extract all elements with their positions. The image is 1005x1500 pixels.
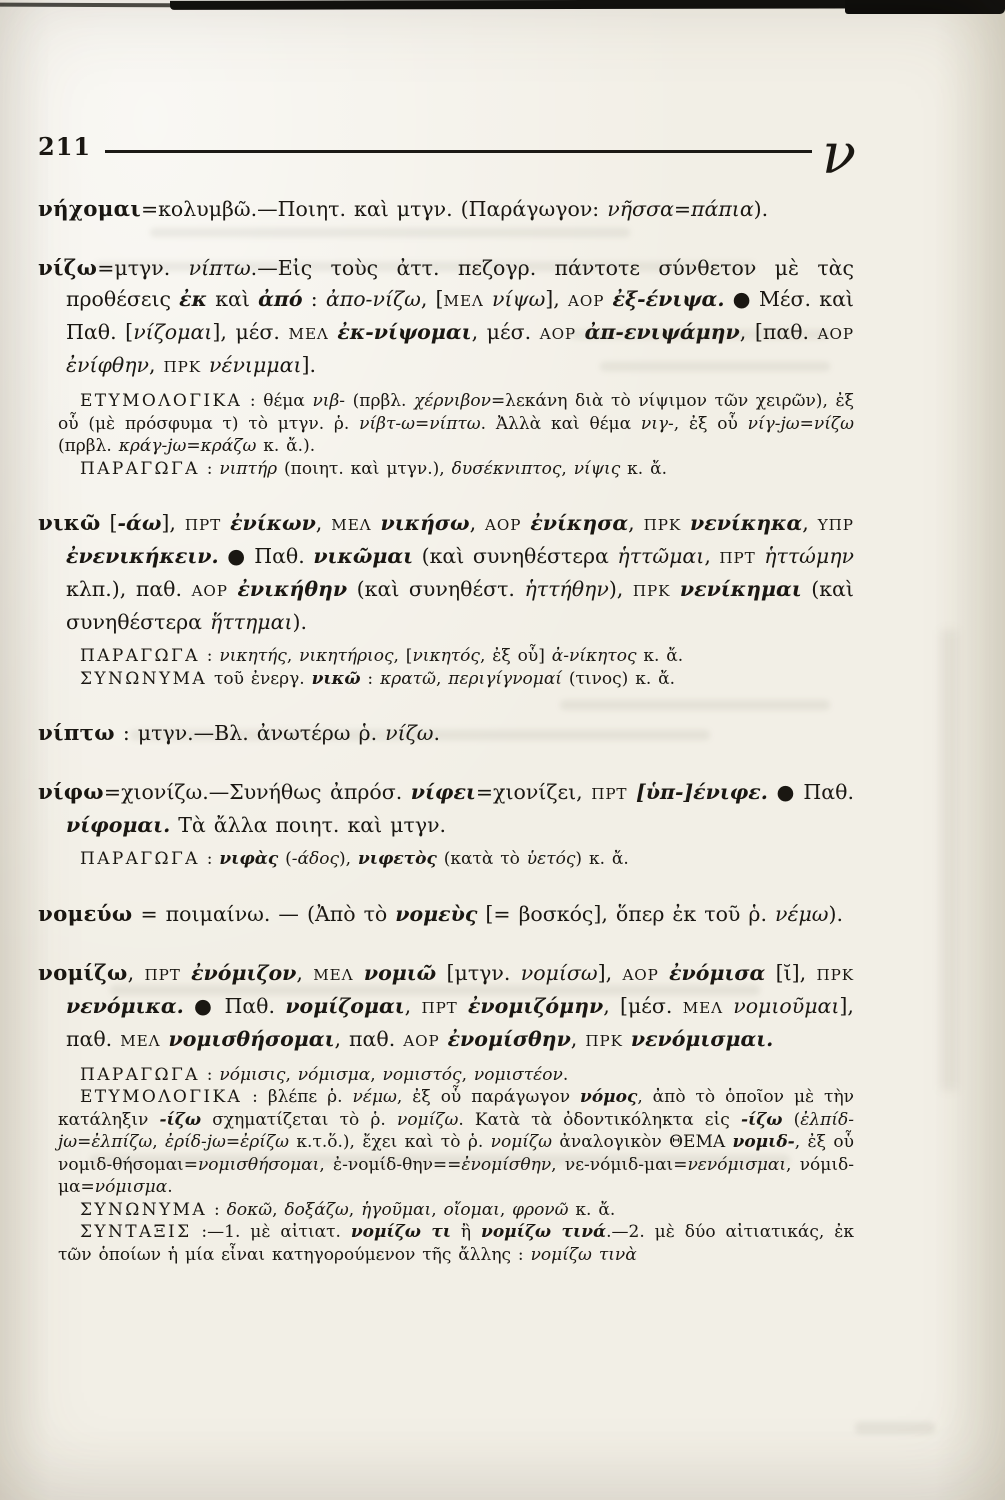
text-segment xyxy=(181,961,191,985)
text-segment: , xyxy=(561,458,574,479)
entry-subsection xyxy=(38,390,854,458)
text-segment: νομεὺς xyxy=(395,901,478,926)
text-segment: ), xyxy=(608,577,633,601)
text-segment: ΣΥΝΩΝΥΜΑ xyxy=(80,1199,208,1220)
text-segment: ΕΤΥΜΟΛΟΓΙΚΑ xyxy=(80,1087,243,1107)
text-segment: νιφὰς xyxy=(219,849,279,869)
text-segment: ΑΟΡ xyxy=(485,516,522,534)
text-segment: , ἐξ οὗ νομιδ-θήσομαι= xyxy=(58,1132,854,1175)
text-segment: νικήσω xyxy=(380,511,470,535)
text-segment: νόμισμα xyxy=(94,1177,168,1197)
text-segment xyxy=(756,544,765,568)
text-segment xyxy=(201,353,209,377)
text-segment: (καὶ συνηθέστ. xyxy=(347,577,525,601)
text-segment: , xyxy=(628,511,644,535)
text-segment: = xyxy=(799,413,814,434)
text-segment xyxy=(623,1027,631,1051)
text-segment: νομίζω xyxy=(490,1132,552,1152)
entry-subsection xyxy=(38,1086,854,1199)
text-segment: , xyxy=(370,1064,383,1085)
text-segment: = xyxy=(414,413,430,434)
text-segment: ΥΠΡ xyxy=(817,516,854,534)
text-segment: , xyxy=(152,1132,166,1152)
text-segment: νίπτω xyxy=(429,413,481,434)
text-segment: ἐκ xyxy=(179,287,207,311)
text-segment: , ἐξ οὗ] xyxy=(479,646,552,666)
text-segment: νίψις xyxy=(573,458,621,479)
text-segment: ). xyxy=(753,197,769,221)
text-segment: (καὶ συνηθέστερα xyxy=(413,544,618,568)
text-segment: ἀπ-ενιψάμην xyxy=(584,320,740,344)
text-segment: νιβ- xyxy=(312,391,346,411)
text-segment: , xyxy=(461,1064,474,1085)
page-header xyxy=(38,122,856,187)
text-segment: :—1. μὲ αἰτιατ. xyxy=(191,1222,351,1242)
text-segment: ) κ. ἄ. xyxy=(575,849,629,869)
text-segment: κ. ἄ.). xyxy=(256,436,316,456)
text-segment: νένιμμαι xyxy=(209,353,302,377)
dictionary-entry xyxy=(38,958,854,1267)
entry-text xyxy=(38,718,854,749)
text-segment: , xyxy=(296,960,314,985)
text-segment: ΜΕΛ xyxy=(443,292,484,310)
text-segment: (ποιητ. καὶ μτγν.), xyxy=(277,458,452,479)
text-segment xyxy=(160,1027,168,1051)
showthrough-smudge xyxy=(855,1422,935,1434)
text-segment: , ἀπὸ τὸ ὁποῖον μὲ τὴν κατάληξιν xyxy=(58,1087,854,1130)
text-segment: ΣΥΝΤΑΞΙΣ xyxy=(80,1222,192,1242)
entries xyxy=(38,194,854,1266)
text-segment: ΠΑΡΑΓΩΓΑ xyxy=(80,646,200,666)
text-segment: . xyxy=(562,1064,569,1085)
text-segment: -ίζω xyxy=(159,1109,202,1130)
text-segment: ΑΟΡ xyxy=(191,582,228,600)
text-segment: νομιστός xyxy=(382,1064,462,1085)
text-segment: νιφετὸς xyxy=(357,849,437,869)
text-segment: : xyxy=(199,458,220,479)
text-segment: ἡττώμην xyxy=(764,544,854,568)
text-segment: νόμος xyxy=(580,1087,638,1107)
entry-text xyxy=(38,958,854,1057)
text-segment: ΠΡΤ xyxy=(144,965,181,984)
text-segment: νικητός xyxy=(412,646,480,666)
text-segment: κράζω xyxy=(200,436,257,456)
text-segment: νομίζω xyxy=(38,960,128,986)
text-segment: ἐνενικήκειν. xyxy=(66,544,219,568)
text-segment: , xyxy=(286,646,300,666)
text-segment: κ. ἄ. xyxy=(636,646,684,666)
text-segment: = xyxy=(673,197,691,221)
text-segment: ΜΕΛ xyxy=(288,325,329,343)
text-segment: ). xyxy=(292,610,307,634)
text-segment: , xyxy=(499,1199,513,1220)
text-segment: ἀ-νίκητος xyxy=(551,646,637,666)
text-segment: νομίζω τι xyxy=(350,1222,451,1242)
text-segment: ἐνομιζόμην xyxy=(467,993,604,1018)
text-segment: , xyxy=(404,993,422,1018)
text-segment: οἴομαι xyxy=(443,1199,500,1220)
text-segment: ], xyxy=(545,287,569,311)
text-segment: ἐκ-νίψομαι xyxy=(337,320,472,344)
text-segment: νέμω xyxy=(352,1087,397,1107)
text-segment: ● Παθ. xyxy=(767,780,855,804)
text-segment: κράγ-jω xyxy=(118,436,187,456)
text-segment: .—Εἰς τοὺς ἀττ. πεζογρ. πάντοτε σύνθετον μὲ τὰς προθέσεις xyxy=(66,256,855,311)
text-segment: νῆσσα xyxy=(607,197,674,221)
text-segment: ΜΕΛ xyxy=(120,1031,161,1050)
text-segment: νομίζω τινὰ xyxy=(530,1244,637,1265)
text-segment xyxy=(221,511,230,535)
text-segment: νικῶμαι xyxy=(313,544,414,568)
text-segment: νίζω xyxy=(385,721,434,745)
text-segment: ἐλπίζω xyxy=(91,1132,153,1152)
text-segment: ( xyxy=(278,849,292,869)
scan-streak xyxy=(941,630,957,1090)
text-segment: ἀπο-νίζω xyxy=(325,287,421,311)
text-segment: ● Παθ. xyxy=(218,544,314,568)
text-segment: = xyxy=(77,1132,92,1152)
text-segment: ΠΡΚ xyxy=(643,516,682,534)
text-segment: , ἐξ οὗ παράγωγον xyxy=(396,1087,581,1107)
text-segment: ἐλπίδ-jω xyxy=(58,1109,854,1152)
text-segment: . Κατὰ τὰ ὀδοντικόληκτα εἰς xyxy=(458,1109,741,1130)
text-segment xyxy=(458,994,468,1018)
text-segment: ΠΡΤ xyxy=(421,998,458,1017)
text-segment: , ἐξ οὗ xyxy=(673,413,748,434)
text-segment: νομίζομαι xyxy=(285,993,405,1018)
text-segment: , ἐ-νομίδ-θην== xyxy=(319,1154,462,1175)
text-segment: -άδος xyxy=(291,849,339,869)
text-segment: κ.τ.ὅ.), ἔχει καὶ τὸ ῥ. xyxy=(289,1132,491,1152)
text-segment: , xyxy=(285,1064,298,1085)
text-segment: ● Μέσ. καὶ Παθ. [ xyxy=(66,287,854,344)
text-segment xyxy=(627,780,636,804)
header-rule xyxy=(105,150,812,153)
text-segment: , xyxy=(272,1199,285,1220)
text-segment: ἐνομίσθην xyxy=(461,1154,552,1175)
text-segment: ἐνόμισα xyxy=(669,960,766,985)
text-segment: νίπτω xyxy=(188,256,251,280)
text-segment: νίζω xyxy=(38,256,98,281)
text-segment: ], xyxy=(161,511,185,535)
text-segment: , xyxy=(570,1026,586,1051)
text-segment xyxy=(228,577,238,601)
text-segment: ἀπό xyxy=(258,287,303,311)
text-segment: καὶ xyxy=(207,287,259,311)
text-segment: νιπτήρ xyxy=(219,458,278,479)
text-segment: κλπ.), παθ. xyxy=(66,577,192,601)
text-segment: ἡττῶμαι xyxy=(617,544,705,568)
text-segment xyxy=(723,994,733,1018)
entry-subsection xyxy=(38,1199,854,1222)
entry-subsection xyxy=(38,1221,854,1266)
text-segment: ΕΤΥΜΟΛΟΓΙΚΑ xyxy=(80,391,243,411)
text-segment: δοκῶ xyxy=(226,1199,273,1220)
text-segment: νίζομαι xyxy=(133,320,213,344)
text-segment: ], παθ. xyxy=(66,993,854,1051)
text-segment: , νόμιδ-μα= xyxy=(58,1154,854,1197)
text-segment: ΠΡΚ xyxy=(163,358,201,376)
text-segment: , μέσ. xyxy=(471,320,540,344)
text-segment: ἡγοῦμαι xyxy=(361,1199,432,1220)
text-segment: ΜΕΛ xyxy=(313,965,354,984)
text-segment: ΠΑΡΑΓΩΓΑ xyxy=(80,458,200,479)
text-segment: νιγ- xyxy=(640,413,674,434)
text-segment: νίφομαι. xyxy=(66,813,171,837)
text-segment: = xyxy=(186,436,201,456)
text-segment: νήχομαι xyxy=(38,197,141,222)
text-segment: πάπια xyxy=(691,197,754,221)
text-segment: (καὶ συνηθέστερα xyxy=(66,577,854,634)
text-segment: . xyxy=(167,1177,173,1197)
text-segment xyxy=(354,961,364,985)
entry-subsection xyxy=(38,848,854,871)
text-segment: ἀναλογικὸν ΘΕΜΑ xyxy=(551,1132,733,1152)
text-segment: νομισθήσομαι xyxy=(168,1026,335,1051)
text-segment: νόμισις xyxy=(219,1064,286,1085)
text-segment: νίφω xyxy=(38,780,104,805)
text-segment: ἢ xyxy=(451,1222,482,1242)
text-segment: νομίζω τινά xyxy=(481,1222,607,1242)
dictionary-entry xyxy=(38,777,854,871)
text-segment: νέμω xyxy=(775,901,829,926)
text-segment: νίζω xyxy=(813,413,854,434)
text-segment: νικητήριος xyxy=(299,646,394,666)
text-segment: σχηματίζεται τὸ ῥ. xyxy=(201,1109,397,1130)
text-segment: , [ xyxy=(393,646,413,666)
text-segment: νενίκημαι xyxy=(679,577,802,601)
text-segment: νομίσω xyxy=(520,960,598,985)
text-segment: ΣΥΝΩΝΥΜΑ xyxy=(80,668,208,689)
text-segment: ], xyxy=(597,960,623,985)
text-segment: , xyxy=(704,544,720,568)
text-segment: ● Παθ. xyxy=(183,993,286,1018)
page-number: 211 xyxy=(38,131,92,161)
text-segment: νικητής xyxy=(219,646,287,666)
text-segment: νομισθήσομαι xyxy=(197,1154,320,1175)
text-segment: ΜΕΛ xyxy=(331,516,372,534)
entry-subsection xyxy=(38,645,854,668)
text-segment xyxy=(659,961,669,985)
text-segment: νικῶ xyxy=(38,511,101,536)
text-segment: =λεκάνη διὰ τὸ νίψιμον τῶν χειρῶν), ἐξ οὗ (μὲ πρόσφυμα τ) τὸ μτγν. ῥ. xyxy=(58,391,854,434)
text-segment: , [παθ. xyxy=(739,320,818,344)
text-segment: : xyxy=(199,1064,220,1085)
text-segment: ], μέσ. xyxy=(212,320,289,344)
text-segment: .—2. μὲ δύο αἰτιατικάς, ἐκ τῶν ὁποίων ἡ μία εἶναι κατηγορούμενον τῆς ἄλλης : xyxy=(58,1222,854,1265)
text-segment: , xyxy=(148,353,164,377)
text-segment: ). xyxy=(828,901,844,926)
text-segment: , [μέσ. xyxy=(603,993,683,1018)
text-segment: ]. xyxy=(301,353,317,377)
text-segment: νενόμισμαι xyxy=(687,1154,787,1175)
dictionary-entry xyxy=(38,899,854,930)
text-segment: : xyxy=(199,849,220,869)
text-segment: ΑΟΡ xyxy=(568,292,605,310)
text-segment: δυσέκνιπτος xyxy=(451,458,562,479)
dictionary-entry xyxy=(38,194,854,225)
text-segment: [= βοσκός], ὅπερ ἐκ τοῦ ῥ. xyxy=(477,901,775,926)
text-segment: (τινος) κ. ἄ. xyxy=(561,668,676,689)
text-segment: νίγ-jω xyxy=(747,413,800,434)
text-segment: ὑετός xyxy=(526,849,576,869)
text-segment: . Ἀλλὰ καὶ θέμα xyxy=(480,413,641,434)
text-segment: κ. ἄ. xyxy=(568,1199,616,1220)
text-segment: , xyxy=(469,511,486,535)
text-segment xyxy=(372,511,381,535)
text-segment: [ xyxy=(100,511,118,535)
text-segment: νομίζω xyxy=(396,1109,459,1130)
text-segment: [ὑπ-]ένιφε. xyxy=(636,780,768,804)
text-segment: περιγίγνομαί xyxy=(448,668,562,689)
text-segment: ἐνόμιζον xyxy=(191,960,297,985)
text-segment: νίψω xyxy=(492,287,546,311)
text-segment: κρατῶ xyxy=(380,668,436,689)
text-segment: νικῶ xyxy=(311,668,361,689)
entry-subsection xyxy=(38,1064,854,1087)
entry-text xyxy=(38,253,854,383)
text-segment: νενόμικα. xyxy=(66,993,184,1018)
text-segment: : xyxy=(360,668,381,689)
text-segment: Τὰ ἄλλα ποιητ. καὶ μτγν. xyxy=(170,813,447,837)
text-segment: ἐξ-ένιψα. xyxy=(612,287,725,311)
text-segment: νομιοῦμαι xyxy=(733,993,840,1018)
text-segment: (πρβλ. xyxy=(58,436,119,456)
text-segment: νόμισμα xyxy=(297,1064,371,1085)
text-segment: -ίζω xyxy=(740,1109,783,1130)
text-segment xyxy=(681,511,690,535)
dictionary-entry xyxy=(38,253,854,480)
entry-text xyxy=(38,508,854,638)
text-segment: , xyxy=(435,668,449,689)
text-segment: δοξάζω xyxy=(284,1199,349,1220)
text-segment: ( xyxy=(782,1109,801,1130)
text-segment: : xyxy=(207,1199,227,1220)
text-segment: ΑΟΡ xyxy=(622,965,659,984)
text-segment: ΠΡΤ xyxy=(591,785,628,803)
text-segment: = ποιμαίνω. — (Ἀπὸ τὸ xyxy=(132,901,396,926)
text-segment: νομιῶ xyxy=(363,960,437,985)
text-segment: , [ xyxy=(420,287,444,311)
text-segment: χέρνιβον xyxy=(414,391,491,411)
text-segment: ἐνίκησα xyxy=(530,511,629,535)
text-segment: ΠΡΚ xyxy=(816,965,854,984)
text-segment: : μτγν.—Βλ. ἀνωτέρω ῥ. xyxy=(114,721,386,745)
text-segment: [ῐ], xyxy=(765,960,817,985)
text-segment: (κατὰ τὸ xyxy=(436,849,527,869)
entry-text xyxy=(38,194,854,225)
text-segment: νίβτ-ω xyxy=(359,413,415,434)
text-segment: ΜΕΛ xyxy=(682,998,723,1017)
text-segment: , παθ. xyxy=(334,1026,404,1051)
text-segment: : βλέπε ῥ. xyxy=(242,1087,353,1107)
text-segment: τοῦ ἐνεργ. xyxy=(207,668,312,689)
text-segment: ΑΟΡ xyxy=(817,325,854,343)
entry-subsection xyxy=(38,458,854,481)
text-segment: νίπτω xyxy=(38,721,115,746)
text-segment: [μτγν. xyxy=(436,960,521,985)
text-segment: ΠΡΚ xyxy=(585,1031,623,1050)
section-letter: ν xyxy=(821,122,856,187)
entry-subsection xyxy=(38,668,854,691)
text-segment: , xyxy=(315,511,332,535)
text-segment: , xyxy=(348,1199,362,1220)
text-segment: ἥττημαι xyxy=(210,610,293,634)
text-segment: ΠΑΡΑΓΩΓΑ xyxy=(80,1064,200,1085)
text-segment: νίφει xyxy=(410,780,476,804)
text-segment: , νε-νόμιδ-μαι= xyxy=(551,1154,688,1175)
text-segment: = xyxy=(225,1132,241,1152)
text-segment: =χιονίζει, xyxy=(475,780,592,804)
text-segment: νομεύω xyxy=(38,901,133,927)
text-segment: , xyxy=(431,1199,444,1220)
text-segment: ἐνομίσθην xyxy=(447,1026,571,1051)
text-segment xyxy=(670,577,680,601)
text-segment: : θέμα xyxy=(242,391,313,411)
text-segment: ΑΟΡ xyxy=(403,1031,440,1050)
text-segment: ἐνικήθην xyxy=(237,577,348,601)
text-segment: ἐνίφθην xyxy=(66,353,149,377)
entry-text xyxy=(38,777,854,841)
text-segment: νενίκηκα xyxy=(690,511,803,535)
text-segment: κ. ἄ. xyxy=(620,458,667,479)
text-segment: νενόμισμαι. xyxy=(630,1026,774,1051)
text-segment: . xyxy=(433,721,440,745)
text-segment: =κολυμβῶ.—Ποιητ. καὶ μτγν. (Παράγωγον: xyxy=(140,197,608,221)
text-segment: νομιδ- xyxy=(732,1132,795,1152)
text-segment: ), xyxy=(338,849,358,869)
text-segment xyxy=(576,320,585,344)
text-segment: ἡττήθην xyxy=(524,577,609,601)
text-segment: ΑΟΡ xyxy=(539,325,577,343)
text-segment xyxy=(440,1027,448,1051)
text-segment: ἐρίδ-jω xyxy=(165,1132,226,1152)
text-segment: , xyxy=(127,960,145,985)
dictionary-entry xyxy=(38,718,854,749)
dictionary-entry xyxy=(38,508,854,690)
text-segment xyxy=(521,511,530,535)
text-segment: ΠΡΤ xyxy=(719,549,756,567)
text-segment xyxy=(604,287,612,311)
text-segment: : xyxy=(199,646,220,666)
text-segment: =χιονίζω.—Συνήθως ἀπρόσ. xyxy=(103,780,411,804)
text-segment: φρονῶ xyxy=(512,1199,569,1220)
text-segment: ἐρίζω xyxy=(240,1132,290,1152)
text-segment: ἐνίκων xyxy=(230,511,316,535)
text-segment: ΠΡΤ xyxy=(184,516,222,534)
text-segment: =μτγν. xyxy=(97,256,189,280)
text-segment: ΠΡΚ xyxy=(632,582,671,600)
text-segment: ΠΑΡΑΓΩΓΑ xyxy=(80,849,200,869)
scan-edge-artifact xyxy=(845,0,1005,14)
entry-text xyxy=(38,899,854,930)
text-segment: -άω xyxy=(117,511,162,535)
text-segment: (πρβλ. xyxy=(345,391,415,411)
text-segment: : xyxy=(302,287,326,311)
text-segment: , xyxy=(802,511,818,535)
text-segment xyxy=(484,287,492,311)
text-segment: νομιστέον xyxy=(473,1064,563,1085)
